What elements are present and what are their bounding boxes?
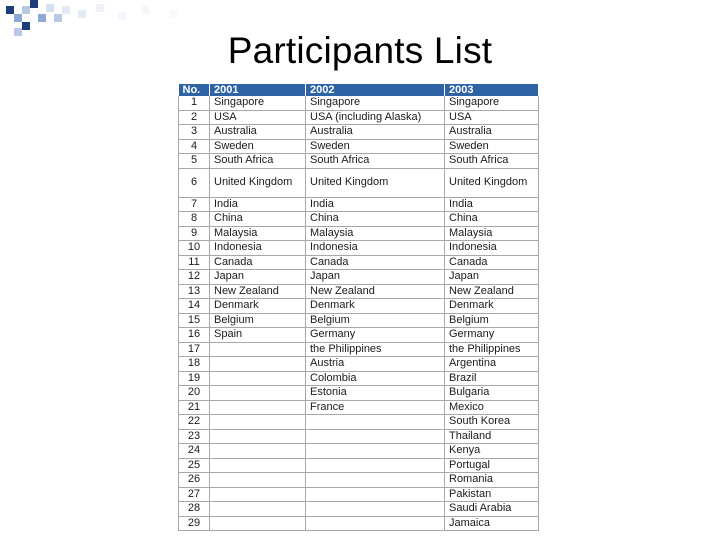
cell-no: 19 [179, 371, 210, 386]
cell-2002: Indonesia [306, 241, 445, 256]
cell-2002: Australia [306, 125, 445, 140]
deco-square [78, 10, 86, 18]
cell-2001: Spain [210, 328, 306, 343]
table-row [179, 371, 539, 386]
table-row [179, 168, 539, 197]
cell-2003: United Kingdom [445, 168, 539, 197]
cell-2001: Japan [210, 270, 306, 285]
cell-2003: Canada [445, 255, 539, 270]
page-title: Participants List [227, 30, 493, 71]
cell-2002 [306, 458, 445, 473]
cell-2003: Malaysia [445, 226, 539, 241]
cell-2001: United Kingdom [210, 168, 306, 197]
cell-2002: Japan [306, 270, 445, 285]
cell-2003: Singapore [445, 96, 539, 110]
cell-2001: New Zealand [210, 284, 306, 299]
cell-no: 7 [179, 197, 210, 212]
table-row [179, 429, 539, 444]
cell-no: 29 [179, 516, 210, 531]
cell-2002: Colombia [306, 371, 445, 386]
cell-no: 15 [179, 313, 210, 328]
cell-2001 [210, 386, 306, 401]
table-row [179, 400, 539, 415]
table-row [179, 299, 539, 314]
cell-no: 11 [179, 255, 210, 270]
cell-no: 16 [179, 328, 210, 343]
cell-2001: Belgium [210, 313, 306, 328]
cell-2003: Germany [445, 328, 539, 343]
cell-2001 [210, 357, 306, 372]
cell-2002: the Philippines [306, 342, 445, 357]
cell-2003: South Africa [445, 154, 539, 169]
cell-2002: France [306, 400, 445, 415]
deco-square [142, 6, 150, 14]
cell-2002: Belgium [306, 313, 445, 328]
cell-2001 [210, 516, 306, 531]
cell-no: 3 [179, 125, 210, 140]
cell-2003: Saudi Arabia [445, 502, 539, 517]
table-row [179, 487, 539, 502]
cell-2001 [210, 400, 306, 415]
cell-2001 [210, 473, 306, 488]
cell-2001: Malaysia [210, 226, 306, 241]
cell-2002 [306, 444, 445, 459]
cell-2003: Thailand [445, 429, 539, 444]
cell-2001: China [210, 212, 306, 227]
deco-square [62, 6, 70, 14]
participants-table [178, 84, 539, 531]
deco-square [22, 6, 30, 14]
header-2001: 2001 [210, 84, 306, 96]
cell-2001 [210, 487, 306, 502]
cell-2002 [306, 516, 445, 531]
cell-2001 [210, 371, 306, 386]
table-row [179, 241, 539, 256]
cell-2002 [306, 429, 445, 444]
cell-no: 21 [179, 400, 210, 415]
cell-2001: Singapore [210, 96, 306, 110]
table-row [179, 212, 539, 227]
table-row [179, 415, 539, 430]
cell-no: 25 [179, 458, 210, 473]
cell-2003: Sweden [445, 139, 539, 154]
cell-2003: Australia [445, 125, 539, 140]
cell-2002: Sweden [306, 139, 445, 154]
deco-square [14, 14, 22, 22]
cell-2003: USA [445, 110, 539, 125]
deco-square [30, 0, 38, 8]
deco-square [38, 14, 46, 22]
cell-no: 2 [179, 110, 210, 125]
table-row [179, 139, 539, 154]
header-2002: 2002 [306, 84, 445, 96]
deco-square [54, 14, 62, 22]
cell-2003: Denmark [445, 299, 539, 314]
cell-no: 22 [179, 415, 210, 430]
table-row [179, 357, 539, 372]
cell-2003: South Korea [445, 415, 539, 430]
table-row [179, 342, 539, 357]
cell-2003: Japan [445, 270, 539, 285]
header-no: No. [179, 84, 210, 96]
table-row [179, 96, 539, 110]
cell-2003: Bulgaria [445, 386, 539, 401]
cell-2003: China [445, 212, 539, 227]
cell-2003: Kenya [445, 444, 539, 459]
cell-no: 28 [179, 502, 210, 517]
cell-no: 5 [179, 154, 210, 169]
table-row [179, 197, 539, 212]
cell-2003: Argentina [445, 357, 539, 372]
cell-2002: Austria [306, 357, 445, 372]
cell-2002: India [306, 197, 445, 212]
cell-no: 20 [179, 386, 210, 401]
table-row [179, 284, 539, 299]
cell-no: 14 [179, 299, 210, 314]
cell-2003: Jamaica [445, 516, 539, 531]
table-row [179, 226, 539, 241]
cell-2001: Sweden [210, 139, 306, 154]
cell-2002: United Kingdom [306, 168, 445, 197]
cell-2001: Canada [210, 255, 306, 270]
cell-no: 6 [179, 168, 210, 197]
cell-2001: Denmark [210, 299, 306, 314]
cell-no: 24 [179, 444, 210, 459]
cell-no: 17 [179, 342, 210, 357]
table-row [179, 255, 539, 270]
cell-2002: Denmark [306, 299, 445, 314]
cell-2003: Portugal [445, 458, 539, 473]
cell-2002: New Zealand [306, 284, 445, 299]
cell-2003: New Zealand [445, 284, 539, 299]
cell-2002: Singapore [306, 96, 445, 110]
deco-square [46, 4, 54, 12]
cell-no: 23 [179, 429, 210, 444]
table-row [179, 270, 539, 285]
table-row [179, 110, 539, 125]
cell-2001 [210, 415, 306, 430]
deco-square [6, 6, 14, 14]
cell-no: 4 [179, 139, 210, 154]
cell-2002 [306, 487, 445, 502]
table-row [179, 328, 539, 343]
cell-2002: Malaysia [306, 226, 445, 241]
cell-2001: South Africa [210, 154, 306, 169]
cell-no: 27 [179, 487, 210, 502]
cell-2001 [210, 342, 306, 357]
table-row [179, 516, 539, 531]
table-row [179, 125, 539, 140]
table-row [179, 154, 539, 169]
cell-2002: China [306, 212, 445, 227]
header-2003: 2003 [445, 84, 539, 96]
table-row [179, 386, 539, 401]
cell-no: 9 [179, 226, 210, 241]
table-row [179, 502, 539, 517]
cell-2001 [210, 429, 306, 444]
cell-2003: India [445, 197, 539, 212]
table-row [179, 458, 539, 473]
table-row [179, 444, 539, 459]
cell-2003: Romania [445, 473, 539, 488]
cell-no: 13 [179, 284, 210, 299]
cell-2001 [210, 444, 306, 459]
cell-2002: Germany [306, 328, 445, 343]
cell-no: 10 [179, 241, 210, 256]
table-row [179, 313, 539, 328]
deco-square [22, 22, 30, 30]
cell-2003: Indonesia [445, 241, 539, 256]
cell-2003: Brazil [445, 371, 539, 386]
cell-2003: Mexico [445, 400, 539, 415]
cell-2001: Indonesia [210, 241, 306, 256]
cell-2003: Pakistan [445, 487, 539, 502]
cell-2001 [210, 458, 306, 473]
cell-2001 [210, 502, 306, 517]
cell-no: 18 [179, 357, 210, 372]
cell-2002 [306, 473, 445, 488]
table-header-row [179, 84, 539, 96]
cell-2002: Estonia [306, 386, 445, 401]
cell-2001: India [210, 197, 306, 212]
cell-2003: the Philippines [445, 342, 539, 357]
cell-no: 1 [179, 96, 210, 110]
cell-2003: Belgium [445, 313, 539, 328]
deco-square [170, 10, 178, 18]
cell-no: 12 [179, 270, 210, 285]
deco-square [118, 12, 126, 20]
cell-2002: Canada [306, 255, 445, 270]
cell-2002: USA (including Alaska) [306, 110, 445, 125]
deco-square [96, 4, 104, 12]
cell-no: 8 [179, 212, 210, 227]
cell-2001: USA [210, 110, 306, 125]
cell-2002 [306, 415, 445, 430]
cell-2002 [306, 502, 445, 517]
cell-no: 26 [179, 473, 210, 488]
cell-2001: Australia [210, 125, 306, 140]
table-row [179, 473, 539, 488]
cell-2002: South Africa [306, 154, 445, 169]
